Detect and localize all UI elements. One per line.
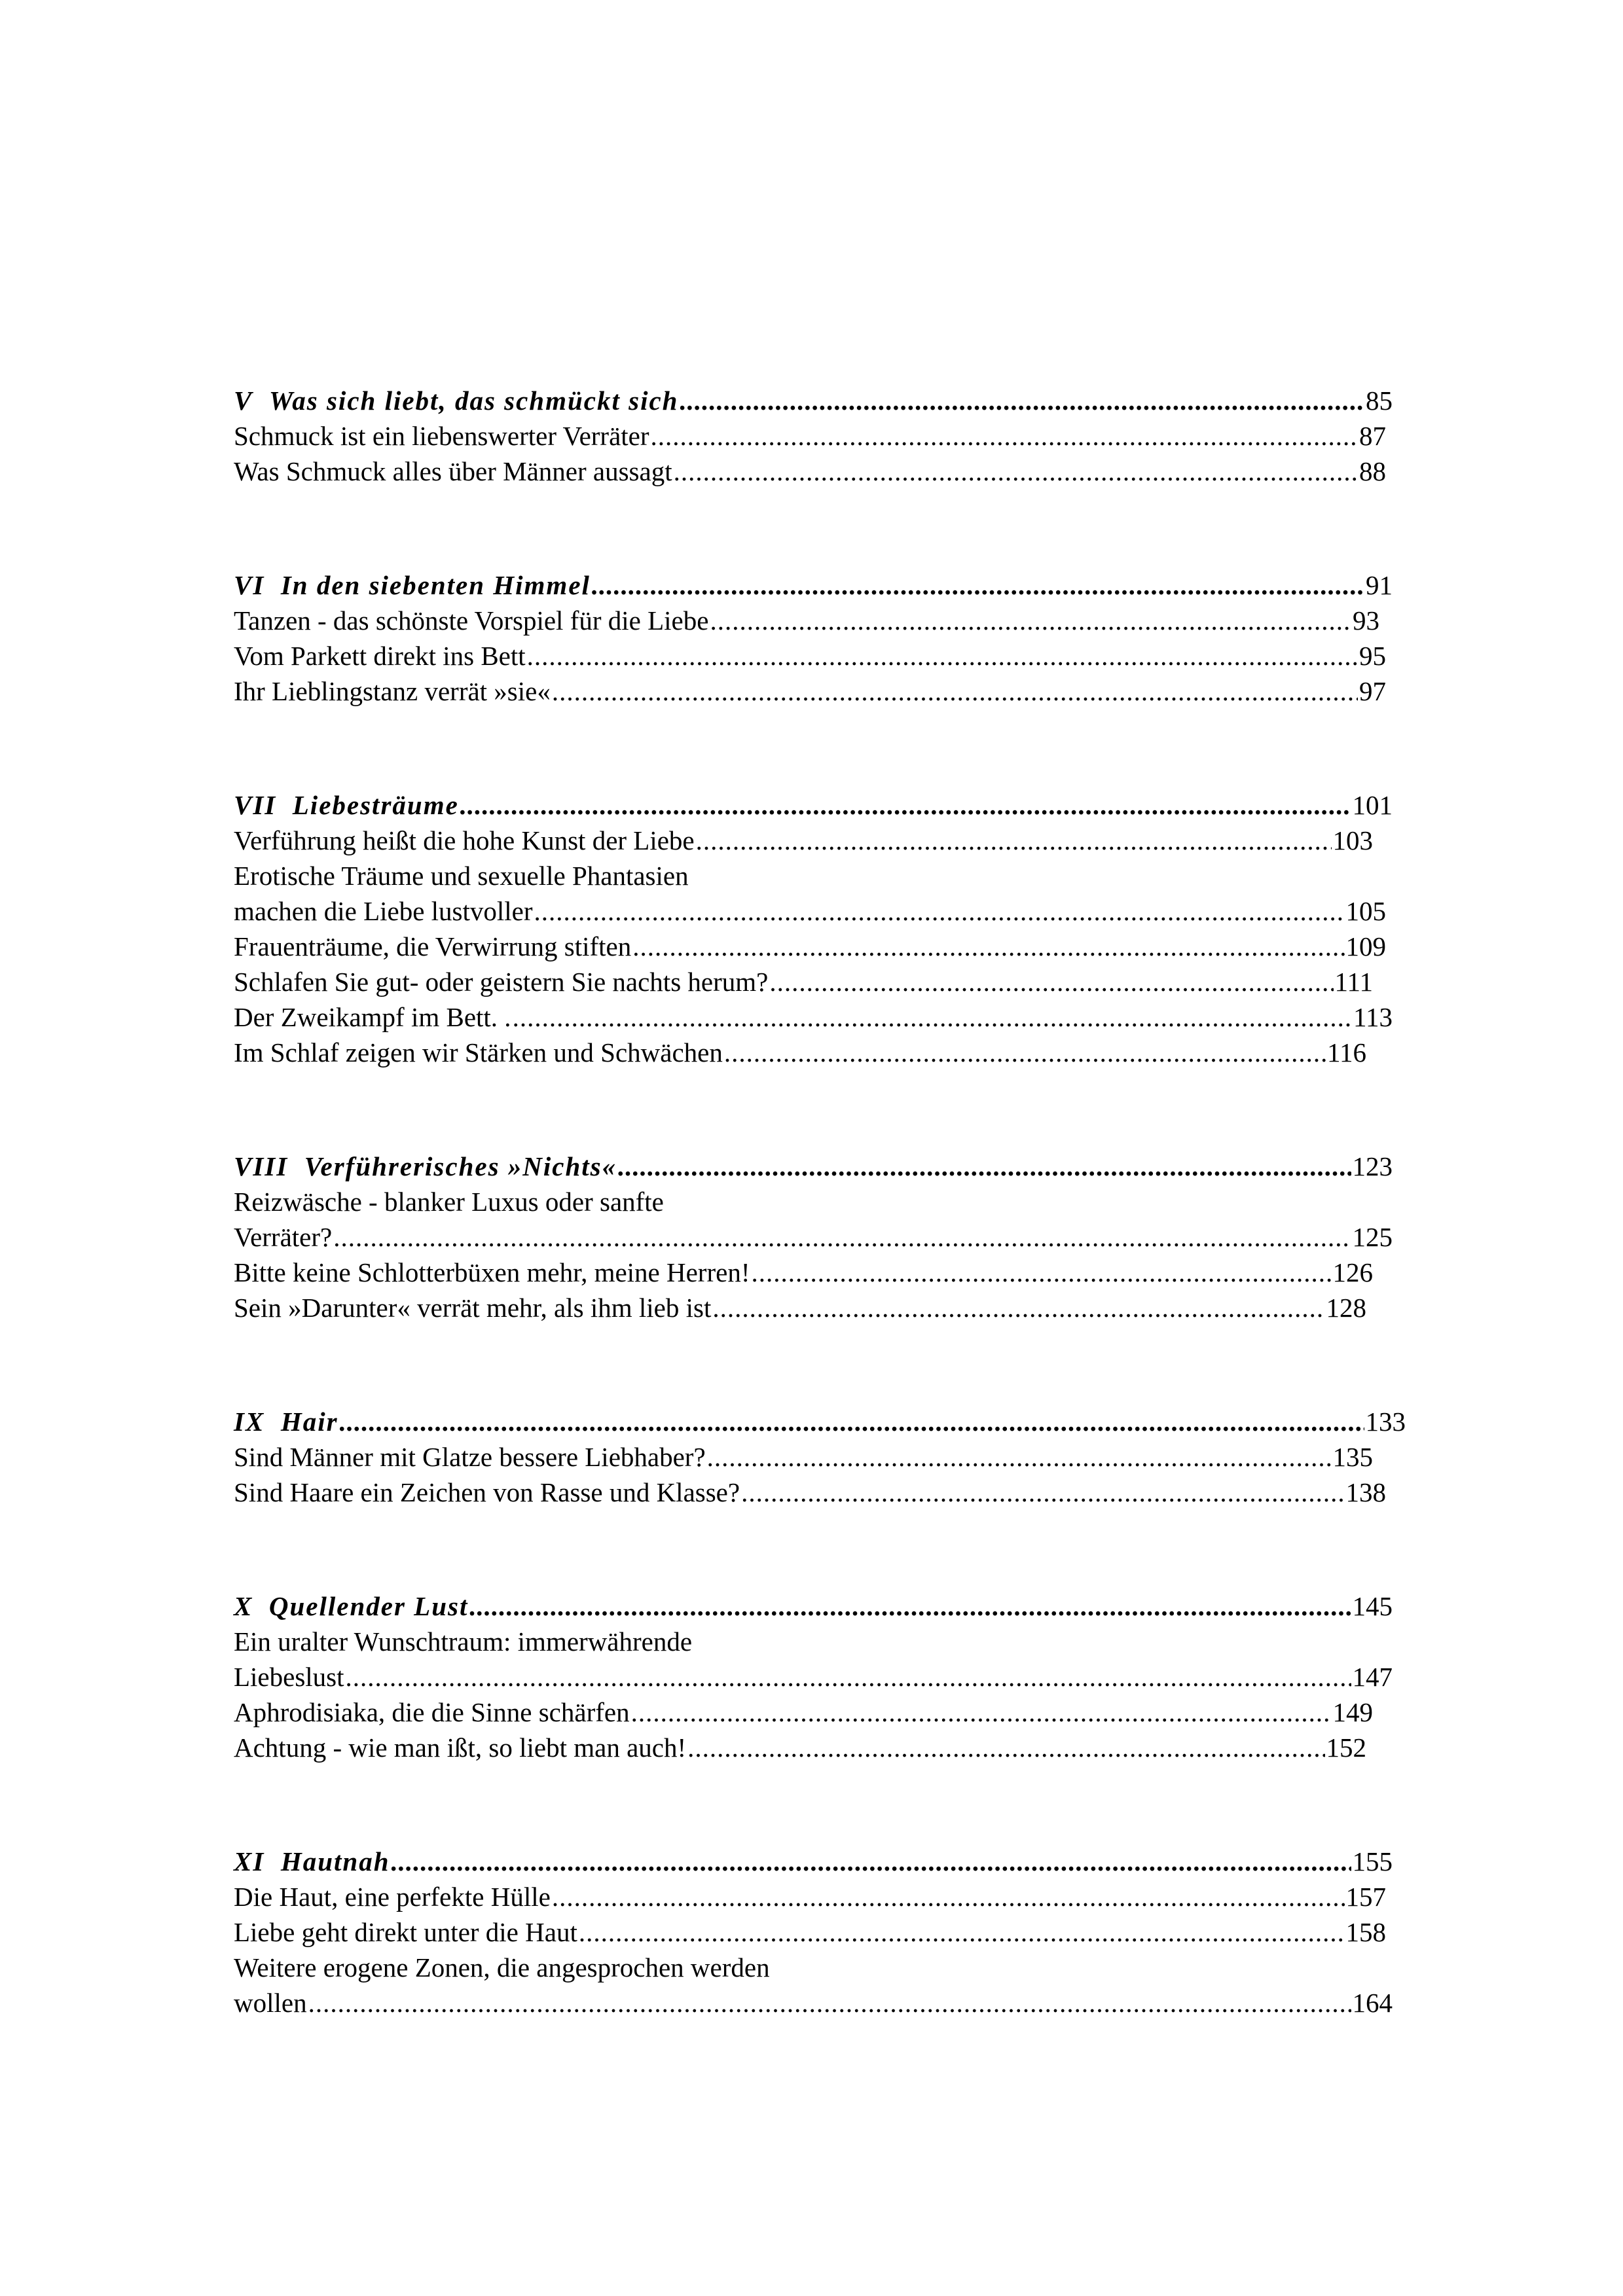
toc-entry [234, 999, 1393, 1035]
page-number: 157 [1345, 1882, 1386, 1912]
toc-entry [234, 1439, 1373, 1475]
entry-title: Sind Haare ein Zeichen von Rasse und Klasse? [234, 1477, 740, 1507]
page-number: 126 [1332, 1257, 1373, 1287]
entry-title: Achtung - wie man ißt, so liebt man auch! [234, 1732, 687, 1763]
entry-title: Schmuck ist ein liebenswerter Verräter [234, 421, 649, 451]
dot-leader [707, 1439, 1332, 1475]
entry-title: Liebe geht direkt unter die Haut [234, 1917, 577, 1947]
entry-title: Was Schmuck alles über Männer aussagt [234, 456, 672, 486]
page-number: 149 [1332, 1697, 1373, 1727]
page-number: 101 [1352, 790, 1393, 820]
dot-leader [308, 1985, 1351, 2020]
toc-entry [234, 1659, 1393, 1695]
entry-title: Tanzen - das schönste Vorspiel für die Liebe [234, 605, 709, 636]
entry-title: Bitte keine Schlotterbüxen mehr, meine Herren! [234, 1257, 750, 1287]
toc-entry [234, 823, 1373, 858]
chapter-heading [234, 1588, 1393, 1624]
entry-title: Die Haut, eine perfekte Hülle [234, 1882, 551, 1912]
page-number: 105 [1345, 896, 1386, 926]
chapter-heading [234, 1844, 1393, 1879]
entry-title: Verführung heißt die hohe Kunst der Liebe [234, 825, 695, 855]
dot-leader [687, 1730, 1324, 1765]
chapter-title: VII Liebesträume [234, 790, 459, 820]
dot-leader [724, 1035, 1326, 1070]
dot-leader [392, 1844, 1351, 1879]
toc-entry [234, 1219, 1393, 1255]
page-number: 145 [1352, 1591, 1393, 1621]
toc-entry [234, 454, 1386, 489]
chapter-11 [234, 1844, 1406, 2020]
toc-entry [234, 1290, 1366, 1325]
dot-leader [696, 823, 1332, 858]
dot-leader [710, 603, 1351, 638]
toc-entry [234, 638, 1386, 673]
entry-title: Vom Parkett direkt ins Bett [234, 641, 526, 671]
toc-entry-first-line: Reizwäsche - blanker Luxus oder sanfte [234, 1187, 664, 1217]
dot-leader [534, 893, 1345, 929]
toc-entry-first-line: Erotische Träume und sexuelle Phantasien [234, 861, 689, 891]
page-number: 133 [1365, 1407, 1406, 1437]
dot-leader [632, 929, 1344, 964]
entry-title: Ihr Lieblingstanz verrät »sie« [234, 676, 551, 706]
page-number: 147 [1352, 1662, 1393, 1692]
page-number: 164 [1352, 1988, 1393, 2018]
chapter-heading [234, 787, 1393, 823]
toc-entry [234, 1985, 1393, 2020]
toc-entry [234, 1475, 1386, 1510]
entry-title: wollen [234, 1988, 307, 2018]
chapter-7 [234, 787, 1406, 1070]
entry-title: machen die Liebe lustvoller [234, 896, 533, 926]
page-number: 109 [1345, 931, 1386, 961]
entry-title: Aphrodisiaka, die die Sinne schärfen [234, 1697, 630, 1727]
dot-leader [340, 1404, 1364, 1439]
page-number: 91 [1366, 570, 1393, 600]
dot-leader [579, 1914, 1345, 1950]
chapter-5 [234, 383, 1406, 489]
chapter-title: X Quellender Lust [234, 1591, 469, 1621]
dot-leader [552, 1879, 1345, 1914]
toc-entry [234, 418, 1386, 454]
dot-leader [680, 383, 1365, 418]
dot-leader [346, 1659, 1351, 1695]
toc-entry [234, 603, 1379, 638]
dot-leader [527, 638, 1358, 673]
page-number: 113 [1353, 1002, 1393, 1032]
dot-leader [592, 567, 1364, 603]
entry-title: Im Schlaf zeigen wir Stärken und Schwächen [234, 1037, 723, 1067]
page-number: 135 [1332, 1442, 1373, 1472]
dot-leader [552, 673, 1358, 709]
chapter-6 [234, 567, 1406, 709]
page-number: 123 [1352, 1151, 1393, 1181]
chapter-heading [234, 1149, 1393, 1184]
dot-leader [751, 1255, 1331, 1290]
chapter-title: IX Hair [234, 1407, 338, 1437]
chapter-title: XI Hautnah [234, 1846, 390, 1876]
toc-entry [234, 1255, 1373, 1290]
toc-entry [234, 1695, 1373, 1730]
toc-entry-first-line: Ein uralter Wunschtraum: immerwährende [234, 1626, 693, 1657]
page-number: 103 [1332, 825, 1373, 855]
dot-leader [769, 964, 1333, 999]
page-number: 93 [1353, 605, 1379, 636]
toc-entry [234, 1035, 1366, 1070]
page-number: 95 [1359, 641, 1386, 671]
page-number: 87 [1359, 421, 1386, 451]
page-number: 152 [1326, 1732, 1366, 1763]
page-number: 85 [1366, 386, 1393, 416]
dot-leader [674, 454, 1358, 489]
toc-entry [234, 1879, 1386, 1914]
chapter-title: VI In den siebenten Himmel [234, 570, 591, 600]
dot-leader [333, 1219, 1351, 1255]
entry-title: Frauenträume, die Verwirrung stiften [234, 931, 632, 961]
toc-entry-first-line: Weitere erogene Zonen, die angesprochen werden [234, 1952, 770, 1982]
page-number: 138 [1345, 1477, 1386, 1507]
entry-title: Sind Männer mit Glatze bessere Liebhaber? [234, 1442, 706, 1472]
dot-leader [460, 787, 1351, 823]
page-number: 155 [1352, 1846, 1393, 1876]
entry-title: Schlafen Sie gut- oder geistern Sie nachts herum? [234, 967, 769, 997]
table-of-contents [234, 383, 1406, 2099]
chapter-8 [234, 1149, 1406, 1325]
toc-entry [234, 964, 1373, 999]
chapter-heading [234, 383, 1393, 418]
page-number: 128 [1326, 1293, 1366, 1323]
dot-leader [712, 1290, 1324, 1325]
chapter-heading [234, 567, 1393, 603]
entry-title: Sein »Darunter« verrät mehr, als ihm lieb ist [234, 1293, 712, 1323]
page-number: 125 [1352, 1222, 1393, 1252]
chapter-10 [234, 1588, 1406, 1765]
dot-leader [631, 1695, 1332, 1730]
dot-leader [513, 999, 1352, 1035]
toc-entry [234, 673, 1386, 709]
page-number: 88 [1359, 456, 1386, 486]
chapter-heading [234, 1404, 1406, 1439]
page-number: 97 [1359, 676, 1386, 706]
page-number: 116 [1327, 1037, 1366, 1067]
entry-title: Verräter? [234, 1222, 333, 1252]
dot-leader [469, 1588, 1351, 1624]
chapter-title: V Was sich liebt, das schmückt sich [234, 386, 679, 416]
dot-leader [741, 1475, 1344, 1510]
entry-title: Liebeslust [234, 1662, 344, 1692]
page-number: 158 [1345, 1917, 1386, 1947]
chapter-title: VIII Verführerisches »Nichts« [234, 1151, 617, 1181]
toc-entry [234, 929, 1386, 964]
dot-leader [618, 1149, 1351, 1184]
chapter-9 [234, 1404, 1406, 1510]
toc-entry [234, 1730, 1366, 1765]
toc-entry [234, 893, 1386, 929]
toc-entry [234, 1914, 1386, 1950]
dot-leader [651, 418, 1358, 454]
page-number: 111 [1334, 967, 1373, 997]
entry-title: Der Zweikampf im Bett. . [234, 1002, 511, 1032]
